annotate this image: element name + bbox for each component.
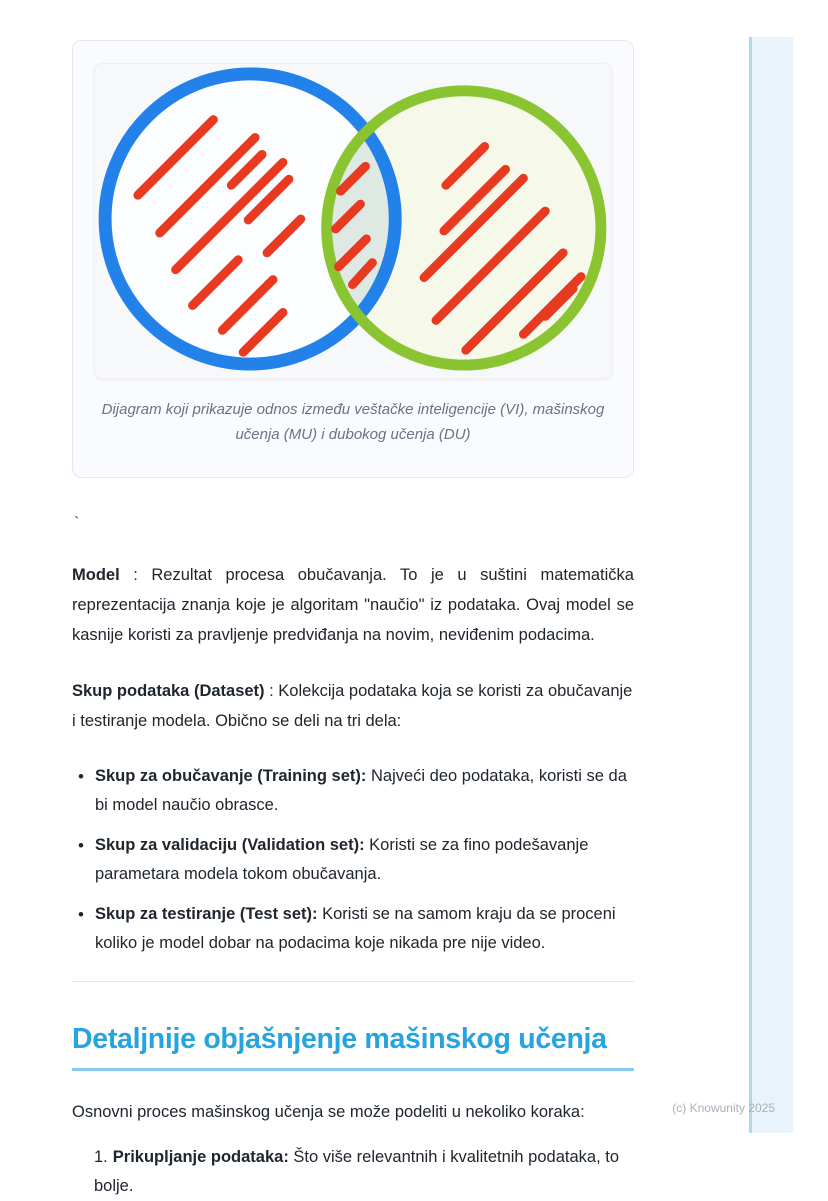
step-text: Što više relevantnih i kvalitetnih podataka, to bolje. (94, 1148, 620, 1195)
step-term: Prikupljanje podataka: (112, 1148, 289, 1166)
list-item-text: Najveći deo podataka, koristi se da bi model naučio obrasce. (95, 767, 627, 814)
section-divider (72, 981, 634, 982)
paragraph-dataset (72, 676, 634, 736)
section-heading: Detaljnije objašnjenje mašinskog učenja (72, 1022, 634, 1071)
list-item-term: Skup za testiranje (Test set): (95, 905, 318, 923)
process-steps-list (72, 1143, 634, 1201)
list-item-text: Koristi se na samom kraju da se proceni koliko je model dobar na podacima koje nikada pre nije video. (95, 905, 616, 952)
list-item-test-set (95, 900, 634, 958)
paragraph-model (72, 560, 634, 650)
list-item-training-set (95, 762, 634, 820)
dataset-split-list (72, 762, 634, 958)
document-content (72, 0, 634, 1201)
venn-diagram-image (94, 63, 612, 379)
paragraph-model-text: : Rezultat procesa obučavanja. To je u suštini matematička reprezentacija znanja koje je algoritam "naučio" iz podataka. Ovaj model se kasnije koristi za pravljenje predviđanja na novim, neviđenim podacima. (72, 566, 634, 644)
section-intro: Osnovni proces mašinskog učenja se može podeliti u nekoliko koraka: (72, 1103, 585, 1121)
step-item-data-collection (94, 1143, 634, 1201)
list-item-term: Skup za obučavanje (Training set): (95, 767, 367, 785)
step-number: 1. (94, 1148, 108, 1166)
venn-diagram-svg (95, 64, 611, 378)
paragraph-model-term: Model (72, 566, 120, 584)
figure-caption: Dijagram koji prikazuje odnos između veštačke inteligencije (VI), mašinskog učenja (MU) i dubokog učenja (DU) (101, 401, 605, 443)
stray-backtick: ` (74, 515, 80, 532)
list-item-validation-set (95, 831, 634, 889)
scrollbar-strip[interactable] (749, 37, 793, 1133)
list-item-text: Koristi se za fino podešavanje parametara modela tokom obučavanja. (95, 836, 589, 883)
list-item-term: Skup za validaciju (Validation set): (95, 836, 365, 854)
paragraph-dataset-text: : Kolekcija podataka koja se koristi za obučavanje i testiranje modela. Obično se deli na tri dela: (72, 682, 633, 730)
figure-card (72, 40, 634, 478)
copyright-watermark: (c) Knowunity 2025 (672, 1101, 775, 1115)
paragraph-dataset-term: Skup podataka (Dataset) (72, 682, 265, 700)
